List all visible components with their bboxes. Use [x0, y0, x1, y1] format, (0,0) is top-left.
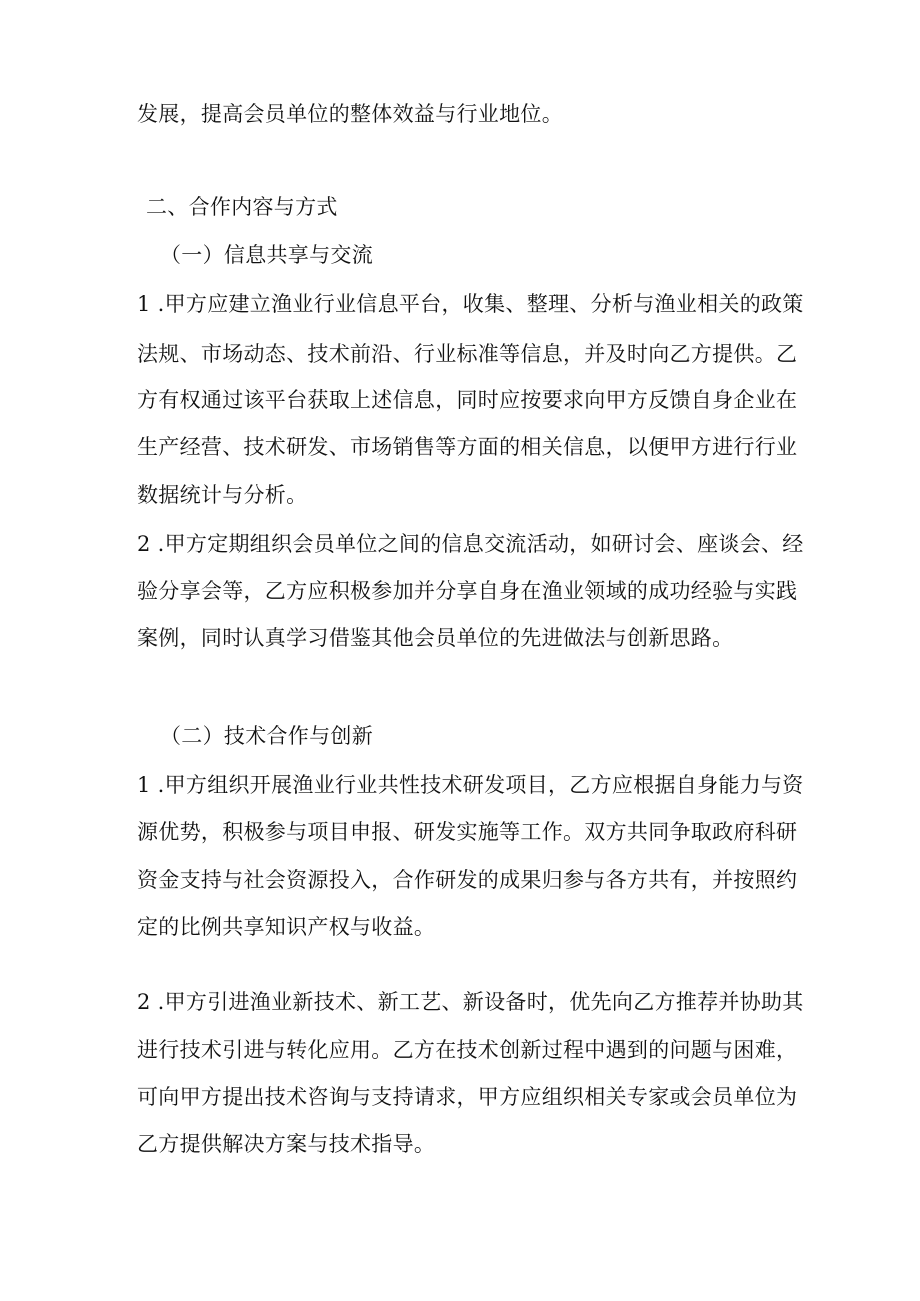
paragraph-line: 1 .甲方组织开展渔业行业共性技术研发项目，乙方应根据自身能力与资	[137, 773, 804, 797]
paragraph-line: 源优势，积极参与项目申报、研发实施等工作。双方共同争取政府科研	[137, 820, 798, 844]
paragraph-line: 乙方提供解决方案与技术指导。	[137, 1132, 436, 1156]
subsection-title-tech-cooperation: （二）技术合作与创新	[160, 724, 373, 748]
paragraph-line: 验分享会等，乙方应积极参加并分享自身在渔业领域的成功经验与实践	[137, 579, 798, 603]
paragraph-line: 法规、市场动态、技术前沿、行业标准等信息，并及时向乙方提供。乙	[137, 342, 798, 366]
paragraph-line: 方有权通过该平台获取上述信息，同时应按要求向甲方反馈自身企业在	[137, 388, 798, 412]
paragraph-line: 生产经营、技术研发、市场销售等方面的相关信息，以便甲方进行行业	[137, 435, 798, 459]
subsection-title-info-sharing: （一）信息共享与交流	[160, 243, 373, 267]
paragraph-line: 2 .甲方定期组织会员单位之间的信息交流活动，如研讨会、座谈会、经	[137, 532, 804, 556]
paragraph-line: 数据统计与分析。	[137, 483, 308, 507]
paragraph-line: 2 .甲方引进渔业新技术、新工艺、新设备时，优先向乙方推荐并协助其	[137, 990, 804, 1014]
paragraph-line: 1 .甲方应建立渔业行业信息平台，收集、整理、分析与渔业相关的政策	[137, 292, 804, 316]
section-title: 二、合作内容与方式	[146, 195, 338, 219]
paragraph-line: 可向甲方提出技术咨询与支持请求，甲方应组织相关专家或会员单位为	[137, 1085, 798, 1109]
paragraph-line: 定的比例共享知识产权与收益。	[137, 915, 436, 939]
paragraph-line: 进行技术引进与转化应用。乙方在技术创新过程中遇到的问题与困难，	[137, 1038, 798, 1062]
paragraph-line: 案例，同时认真学习借鉴其他会员单位的先进做法与创新思路。	[137, 626, 734, 650]
paragraph-line: 资金支持与社会资源投入，合作研发的成果归参与各方共有，并按照约	[137, 868, 798, 892]
intro-paragraph-line: 发展，提高会员单位的整体效益与行业地位。	[137, 102, 563, 126]
